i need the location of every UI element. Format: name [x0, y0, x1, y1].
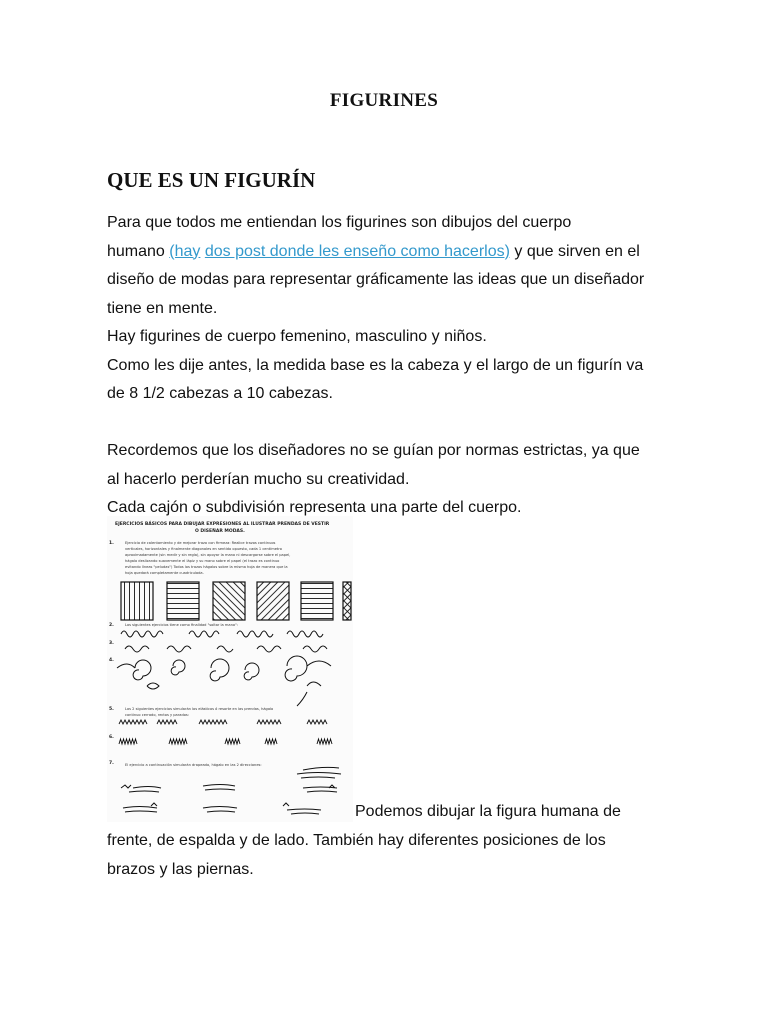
waves-row: [125, 646, 327, 652]
ws-ex1-num: 1.: [109, 541, 114, 546]
link-hay[interactable]: (hay: [169, 242, 201, 260]
ws-ex1-c: aproximadamente (sin medir y sin regla), sin apoyar la mano ni descargarse sobre el papel,: [125, 553, 291, 557]
ws-ex7-text: El ejercicio a continuación simularán drapeado, hágalo en las 2 direcciones:: [125, 763, 262, 767]
second-line-3: Cada cajón o subdivisión representa una parte del cuerpo.: [107, 499, 522, 516]
ws-ex2-num: 2.: [109, 623, 114, 628]
closing-line-2: frente, de espalda y de lado. También hay diferentes posiciones de los: [107, 832, 606, 849]
intro-line-4: tiene en mente.: [107, 299, 218, 317]
ws-ex5-a: Los 2 siguientes ejercicios simularán los elásticos ó resorte en las prendas, hágalo: [125, 707, 274, 711]
intro-line-2-post: y que sirven en el: [509, 242, 640, 260]
ws-ex7-num: 7.: [109, 761, 114, 766]
ws-ex2-text: Los siguientes ejercicios tiene como finalidad "soltar la mano":: [125, 623, 238, 627]
ws-ex1-a: Ejercicio de calentamiento y de mejorar trazo con firmeza: Realice trazos continuos: [125, 541, 276, 545]
zigzag-row-2: [119, 739, 332, 744]
intro-line-1: Para que todos me entiendan los figurines son dibujos del cuerpo: [107, 214, 572, 231]
zigzag-row-1: [119, 720, 327, 724]
ws-ex1-d: hágalo deslizando suavemente el lápiz y su mano sobre el papel (el trazo es continuo: [125, 559, 280, 563]
second-line-1: Recordemos que los diseñadores no se guían por normas estrictas, ya que: [107, 442, 640, 459]
intro-line-7: de 8 1/2 cabezas a 10 cabezas.: [107, 385, 333, 402]
ws-title-1: EJERCICIOS BÁSICOS PARA DIBUJAR EXPRESIONES AL ILUSTRAR PRENDAS DE VESTIR: [115, 522, 330, 527]
intro-line-5: Hay figurines de cuerpo femenino, masculino y niños.: [107, 328, 487, 345]
second-line-2: al hacerlo perderían mucho su creatividad.: [107, 470, 410, 488]
intro-line-3: diseño de modas para representar gráficamente las ideas que un diseñador: [107, 271, 645, 288]
ws-ex6-num: 6.: [109, 735, 114, 740]
drape-strokes: [121, 767, 341, 814]
intro-paragraph: [107, 209, 667, 409]
section-heading: QUE ES UN FIGURÍN: [107, 168, 316, 192]
spirals-row: [117, 656, 331, 706]
ws-ex3-num: 3.: [109, 641, 114, 646]
ws-ex1-e: evitando líneas "peludas") Todos los trazos hágalos sobre la misma hoja de manera que la: [125, 565, 288, 569]
hatched-squares: [121, 582, 351, 620]
ws-ex4-num: 4.: [109, 658, 114, 663]
closing-paragraph: [107, 827, 606, 884]
closing-line-1: Podemos dibujar la figura humana de: [355, 803, 621, 820]
intro-line-6: Como les dije antes, la medida base es la cabeza y el largo de un figurín va: [107, 356, 644, 374]
worksheet-image: [107, 516, 353, 822]
loops-row: [121, 631, 323, 637]
closing-line-3: brazos y las piernas.: [107, 860, 254, 878]
ws-title-2: O DISEÑAR MODAS.: [195, 529, 245, 534]
ws-ex1-b: verticales, horizontales y finalmente diagonales en sentido opuesto, cada 1 centímetro: [125, 547, 282, 551]
ws-ex1-f: hoja quedará completamente cuadriculada.: [125, 571, 204, 575]
worksheet-drawing: [107, 516, 353, 822]
link-dos-post[interactable]: dos post donde les enseño como hacerlos): [204, 242, 510, 260]
intro-line-2: [107, 238, 667, 267]
second-paragraph: [107, 437, 667, 523]
ws-ex5-num: 5.: [109, 707, 114, 712]
document-title: FIGURINES: [329, 90, 439, 111]
ws-ex5-b: continuo cerrado, rectos y parados:: [125, 713, 190, 717]
intro-line-2-pre: humano: [107, 242, 170, 260]
